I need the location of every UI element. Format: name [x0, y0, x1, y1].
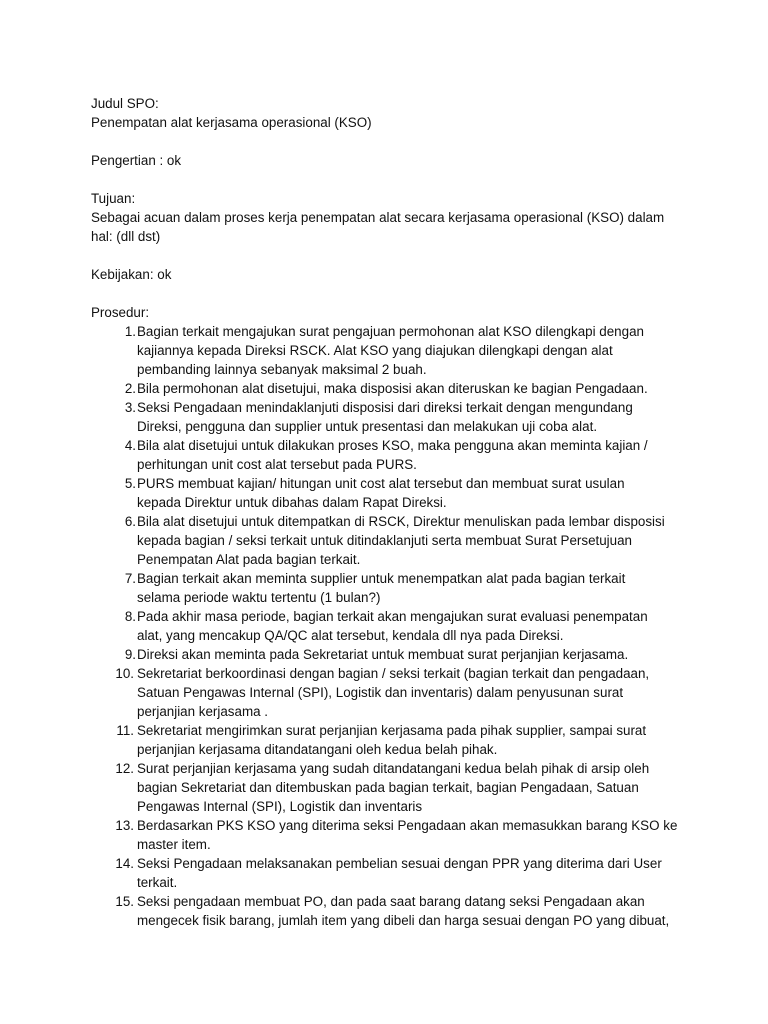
step-number: 8. — [124, 609, 136, 624]
step-text — [137, 816, 691, 854]
step-text — [137, 721, 691, 759]
tujuan-label: Tujuan: — [91, 191, 136, 206]
procedure-step — [91, 854, 691, 892]
step-text-line: Direksi akan meminta pada Sekretariat untuk membuat surat perjanjian kerjasama. — [137, 647, 629, 662]
procedure-step — [91, 436, 691, 474]
step-text-line: Pada akhir masa periode, bagian terkait akan mengajukan surat evaluasi penempatan — [137, 609, 648, 624]
step-text — [137, 436, 691, 474]
procedure-step — [91, 379, 691, 398]
step-text-line: Sekretariat berkoordinasi dengan bagian / seksi terkait (bagian terkait dan pengadaan, — [137, 666, 650, 681]
step-number: 6. — [124, 514, 136, 529]
procedure-step — [91, 645, 691, 664]
procedure-step — [91, 322, 691, 379]
step-text — [137, 645, 691, 664]
step-number: 15. — [115, 894, 134, 909]
step-text — [137, 759, 691, 816]
step-text-line: Bagian terkait akan meminta supplier untuk menempatkan alat pada bagian terkait — [137, 571, 626, 586]
step-text — [137, 322, 691, 379]
procedure-step — [91, 721, 691, 759]
step-text-line: alat, yang mencakup QA/QC alat tersebut, kendala dll nya pada Direksi. — [137, 628, 564, 643]
step-text-line: kepada Direktur untuk dibahas dalam Rapat Direksi. — [137, 495, 447, 510]
step-number: 11. — [116, 723, 134, 738]
step-number: 9. — [124, 647, 136, 662]
step-text — [137, 512, 691, 569]
step-text-line: mengecek fisik barang, jumlah item yang dibeli dan harga sesuai dengan PO yang dibuat, — [137, 913, 670, 928]
step-text-line: perhitungan unit cost alat tersebut pada PURS. — [137, 457, 417, 472]
step-text-line: selama periode waktu tertentu (1 bulan?) — [137, 590, 381, 605]
step-text — [137, 664, 691, 721]
step-number: 2. — [124, 381, 136, 396]
step-text — [137, 892, 691, 930]
step-text — [137, 398, 691, 436]
procedure-step — [91, 512, 691, 569]
step-text-line: Pengawas Internal (SPI), Logistik dan inventaris — [137, 799, 423, 814]
step-text-line: Satuan Pengawas Internal (SPI), Logistik dan inventaris) dalam penyusunan surat — [137, 685, 624, 700]
step-number: 10. — [115, 666, 134, 681]
step-text-line: perjanjian kerjasama ditandatangani oleh kedua belah pihak. — [137, 742, 498, 757]
procedure-step — [91, 816, 691, 854]
step-text-line: Seksi Pengadaan menindaklanjuti disposisi dari direksi terkait dengan mengundang — [137, 400, 633, 415]
title-value: Penempatan alat kerjasama operasional (KSO) — [91, 115, 372, 130]
document-page — [91, 94, 691, 930]
step-number: 7. — [124, 571, 136, 586]
step-text-line: PURS membuat kajian/ hitungan unit cost alat tersebut dan membuat surat usulan — [137, 476, 625, 491]
kebijakan-line: Kebijakan: ok — [91, 267, 172, 282]
procedure-step — [91, 474, 691, 512]
step-text — [137, 569, 691, 607]
prosedur-label: Prosedur: — [91, 305, 150, 320]
step-text-line: Sekretariat mengirimkan surat perjanjian kerjasama pada pihak supplier, sampai surat — [137, 723, 647, 738]
step-text-line: master item. — [137, 837, 211, 852]
title-label: Judul SPO: — [91, 96, 159, 111]
step-number: 1. — [124, 324, 136, 339]
step-text-line: bagian Sekretariat dan ditembuskan pada bagian terkait, bagian Pengadaan, Satuan — [137, 780, 639, 795]
step-text-line: Bila permohonan alat disetujui, maka disposisi akan diteruskan ke bagian Pengadaan. — [137, 381, 648, 396]
step-text-line: Direksi, pengguna dan supplier untuk presentasi dan melakukan uji coba alat. — [137, 419, 598, 434]
step-text-line: terkait. — [137, 875, 178, 890]
procedure-list — [91, 322, 691, 930]
procedure-step — [91, 569, 691, 607]
procedure-step — [91, 607, 691, 645]
procedure-step — [91, 398, 691, 436]
procedure-step — [91, 664, 691, 721]
step-text — [137, 379, 691, 398]
step-text-line: Bagian terkait mengajukan surat pengajuan permohonan alat KSO dilengkapi dengan — [137, 324, 644, 339]
step-text-line: pembanding lainnya sebanyak maksimal 2 buah. — [137, 362, 427, 377]
spacer — [91, 132, 691, 151]
step-number: 13. — [115, 818, 134, 833]
step-text-line: Penempatan Alat pada bagian terkait. — [137, 552, 361, 567]
step-text-line: Surat perjanjian kerjasama yang sudah ditandatangani kedua belah pihak di arsip oleh — [137, 761, 650, 776]
step-text — [137, 474, 691, 512]
step-text-line: Bila alat disetujui untuk dilakukan proses KSO, maka pengguna akan meminta kajian / — [137, 438, 648, 453]
step-text — [137, 854, 691, 892]
tujuan-text-line-1: Sebagai acuan dalam proses kerja penempatan alat secara kerjasama operasional (KSO) dalam — [91, 210, 665, 225]
procedure-step — [91, 892, 691, 930]
spacer — [91, 170, 691, 189]
step-text-line: Berdasarkan PKS KSO yang diterima seksi Pengadaan akan memasukkan barang KSO ke — [137, 818, 678, 833]
step-number: 5. — [124, 476, 136, 491]
step-number: 4. — [124, 438, 136, 453]
pengertian-line: Pengertian : ok — [91, 153, 182, 168]
step-number: 14. — [115, 856, 134, 871]
step-text-line: perjanjian kerjasama . — [137, 704, 268, 719]
step-text-line: Seksi pengadaan membuat PO, dan pada saat barang datang seksi Pengadaan akan — [137, 894, 645, 909]
procedure-step — [91, 759, 691, 816]
spacer — [91, 246, 691, 265]
step-text-line: kajiannya kepada Direksi RSCK. Alat KSO yang diajukan dilengkapi dengan alat — [137, 343, 613, 358]
step-text-line: Bila alat disetujui untuk ditempatkan di RSCK, Direktur menuliskan pada lembar disposisi — [137, 514, 665, 529]
step-text-line: Seksi Pengadaan melaksanakan pembelian sesuai dengan PPR yang diterima dari User — [137, 856, 662, 871]
tujuan-text-line-2: hal: (dll dst) — [91, 229, 161, 244]
step-text — [137, 607, 691, 645]
step-text-line: kepada bagian / seksi terkait untuk ditindaklanjuti serta membuat Surat Persetujuan — [137, 533, 632, 548]
spacer — [91, 284, 691, 303]
step-number: 12. — [115, 761, 134, 776]
step-number: 3. — [124, 400, 136, 415]
